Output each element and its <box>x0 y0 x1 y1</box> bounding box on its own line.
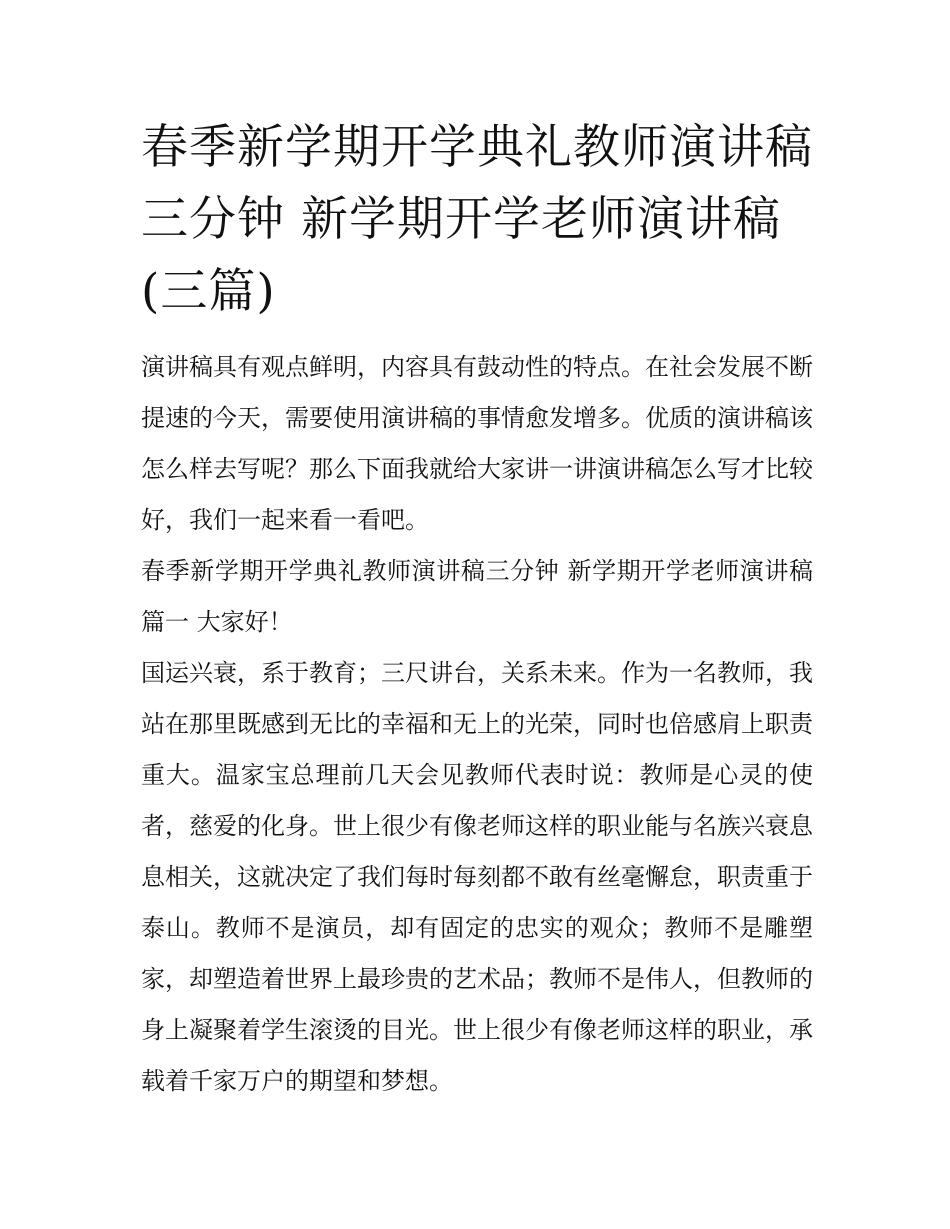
document-title: 春季新学期开学典礼教师演讲稿三分钟 新学期开学老师演讲稿(三篇) <box>141 120 813 319</box>
section-heading-paragraph: 春季新学期开学典礼教师演讲稿三分钟 新学期开学老师演讲稿篇一 大家好！ <box>141 557 813 636</box>
intro-paragraph: 演讲稿具有观点鲜明，内容具有鼓动性的特点。在社会发展不断提速的今天，需要使用演讲稿的事情愈发增多。优质的演讲稿该怎么样去写呢？那么下面我就给大家讲一讲演讲稿怎么写才比较好，我们一起来看一看吧。 <box>141 353 813 534</box>
document-content <box>141 112 813 1107</box>
body-paragraph: 国运兴衰，系于教育；三尺讲台，关系未来。作为一名教师，我站在那里既感到无比的幸福和无上的光荣，同时也倍感肩上职责重大。温家宝总理前几天会见教师代表时说：教师是心灵的使者，慈爱的化身。世上很少有像老师这样的职业能与名族兴衰息息相关，这就决定了我们每时每刻都不敢有丝毫懈怠，职责重于泰山。教师不是演员，却有固定的忠实的观众；教师不是雕塑家，却塑造着世界上最珍贵的艺术品；教师不是伟人，但教师的身上凝聚着学生滚烫的目光。世上很少有像老师这样的职业，承载着千家万户的期望和梦想。 <box>141 659 813 1095</box>
